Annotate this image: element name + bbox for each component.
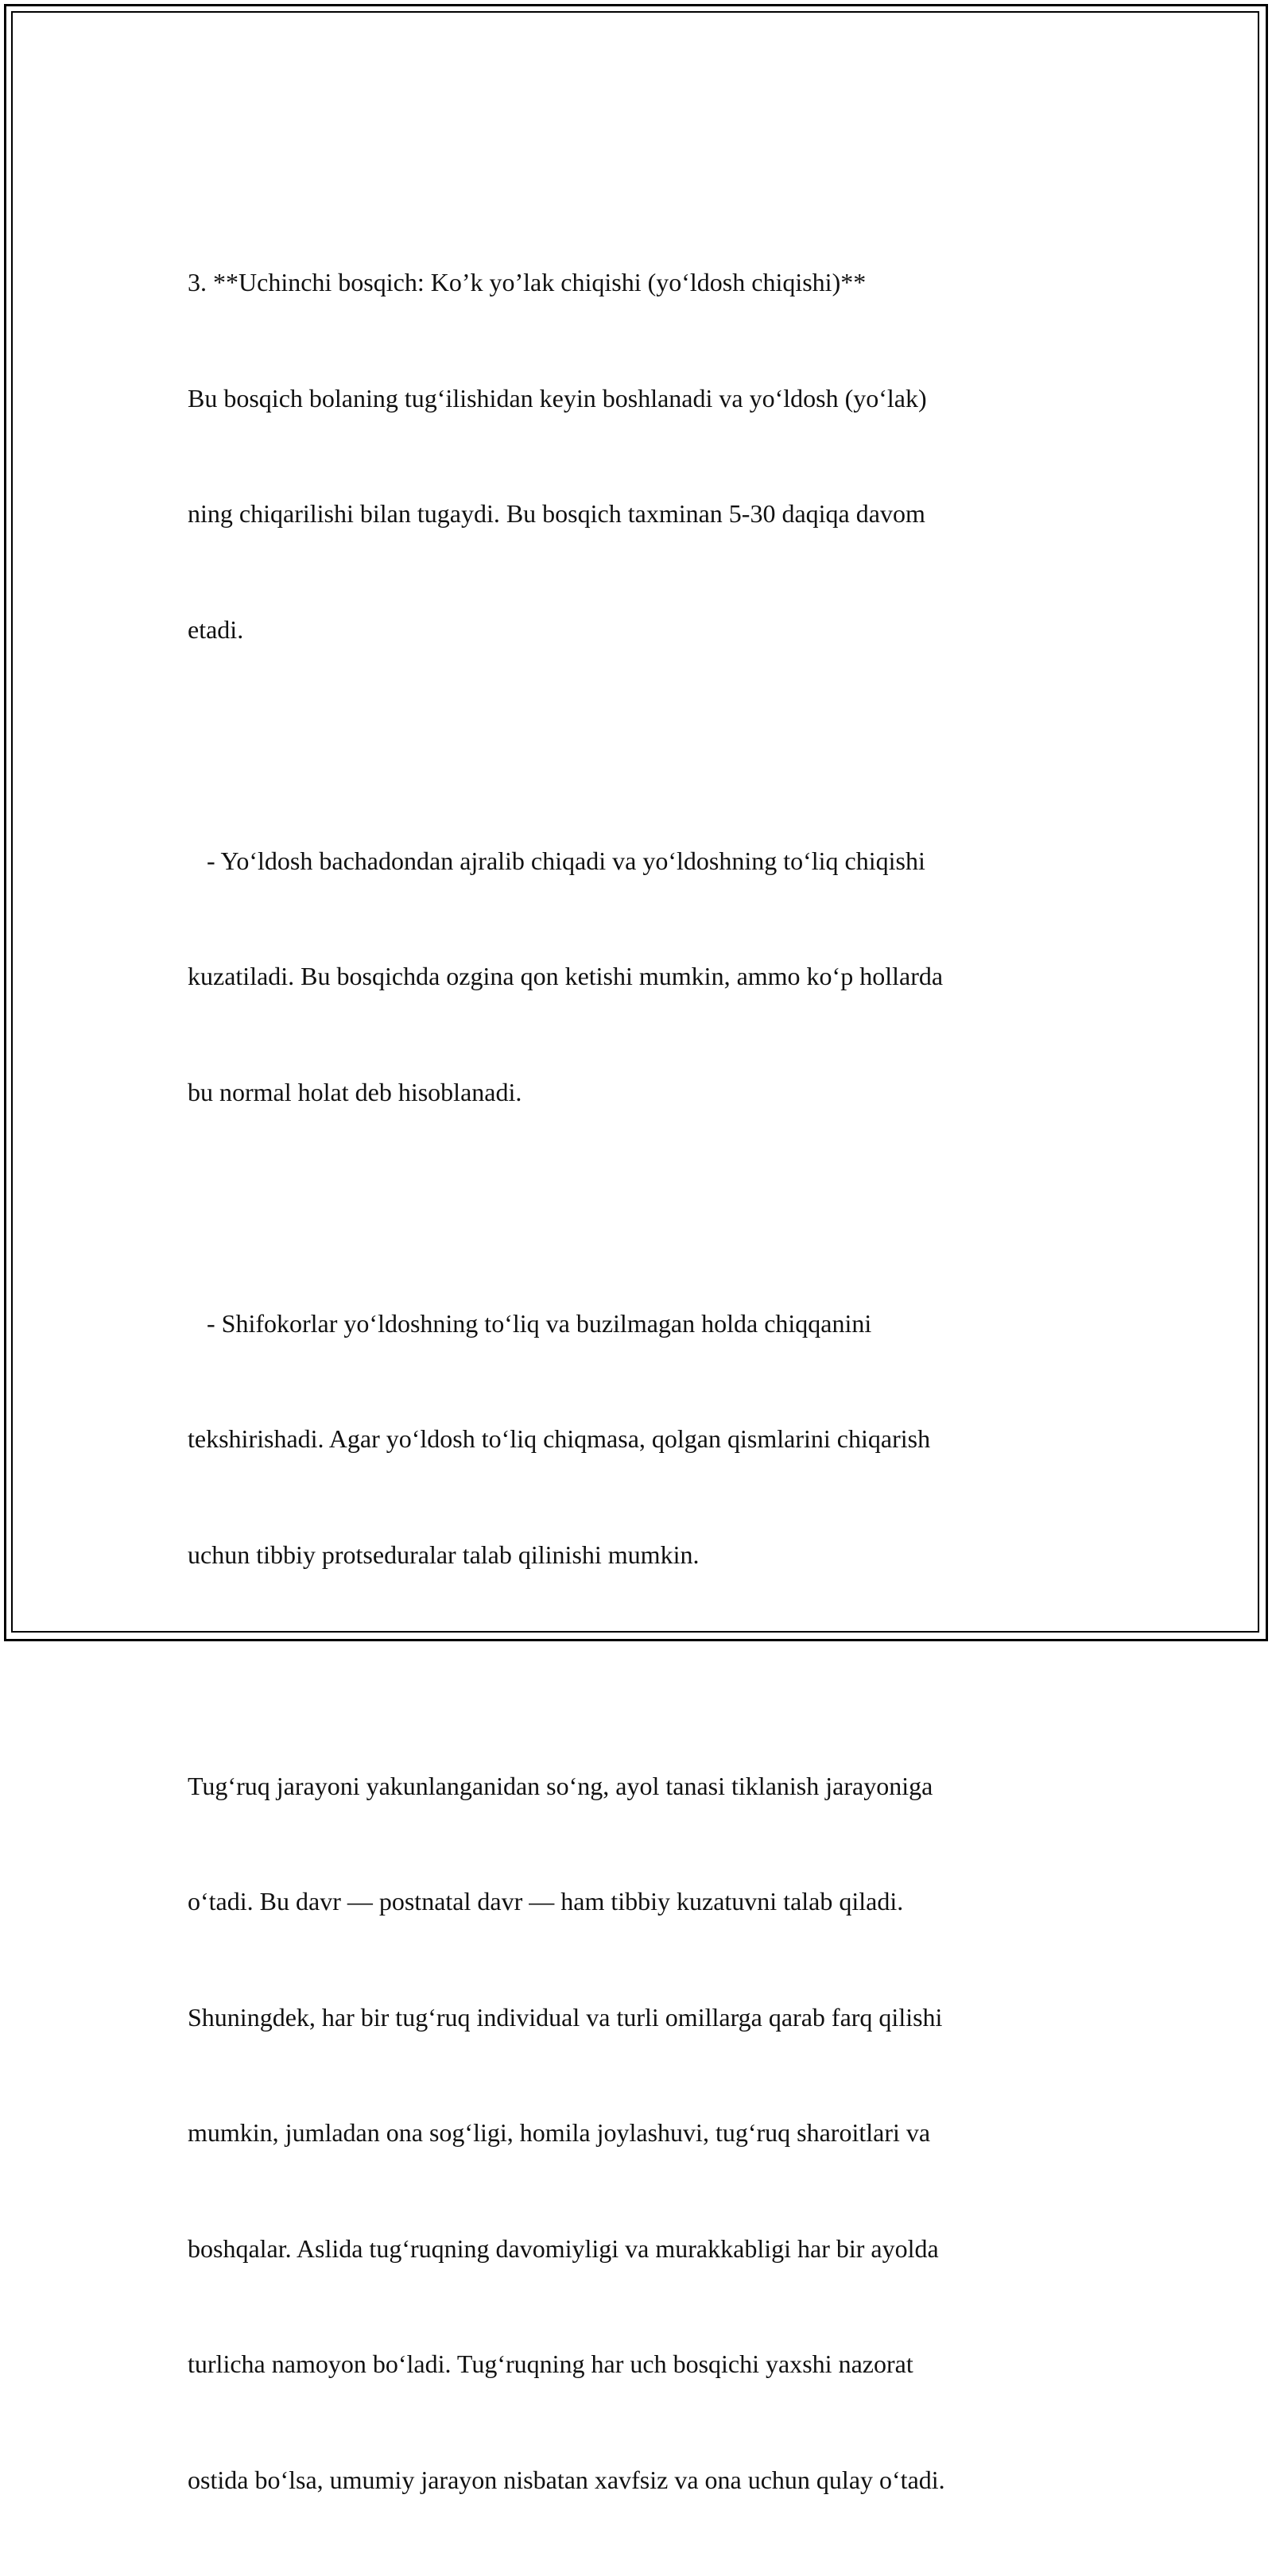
bullet-line: - Yo‘ldosh bachadondan ajralib chiqadi va yo‘ldoshning to‘liq chiqishi [188, 842, 1078, 881]
text-line: uchun tibbiy protseduralar talab qilinishi mumkin. [188, 1536, 1078, 1575]
document-body [188, 186, 1078, 2576]
stage-three-paragraph [188, 186, 1078, 726]
text-line: turlicha namoyon bo‘ladi. Tug‘ruqning har uch bosqichi yaxshi nazorat [188, 2345, 1078, 2384]
conclusion-paragraph [188, 1690, 1078, 2576]
text-line: bu normal holat deb hisoblanadi. [188, 1073, 1078, 1112]
text-line: ning chiqarilishi bilan tugaydi. Bu bosqich taxminan 5-30 daqiqa davom [188, 494, 1078, 533]
text-line: Shuningdek, har bir tug‘ruq individual va turli omillarga qarab farq qilishi [188, 1998, 1078, 2037]
bullet-paragraph-separation [188, 765, 1078, 1189]
stage-heading-line: 3. **Uchinchi bosqich: Ko’k yo’lak chiqishi (yo‘ldosh chiqishi)** [188, 263, 1078, 302]
text-line: tekshirishadi. Agar yo‘ldosh to‘liq chiqmasa, qolgan qismlarini chiqarish [188, 1420, 1078, 1458]
text-line: Bu bosqich bolaning tug‘ilishidan keyin boshlanadi va yo‘ldosh (yo‘lak) [188, 379, 1078, 418]
text-line: mumkin, jumladan ona sog‘ligi, homila joylashuvi, tug‘ruq sharoitlari va [188, 2113, 1078, 2152]
text-line: o‘tadi. Bu davr — postnatal davr — ham tibbiy kuzatuvni talab qiladi. [188, 1882, 1078, 1921]
text-line: kuzatiladi. Bu bosqichda ozgina qon ketishi mumkin, ammo ko‘p hollarda [188, 957, 1078, 996]
bullet-line: - Shifokorlar yo‘ldoshning to‘liq va buzilmagan holda chiqqanini [188, 1304, 1078, 1343]
text-line: Tug‘ruq jarayoni yakunlanganidan so‘ng, ayol tanasi tiklanish jarayoniga [188, 1767, 1078, 1806]
text-line: ostida bo‘lsa, umumiy jarayon nisbatan xavfsiz va ona uchun qulay o‘tadi. [188, 2461, 1078, 2500]
text-line: etadi. [188, 610, 1078, 649]
text-line: boshqalar. Aslida tug‘ruqning davomiyligi va murakkabligi har bir ayolda [188, 2229, 1078, 2268]
bullet-paragraph-inspection [188, 1227, 1078, 1652]
